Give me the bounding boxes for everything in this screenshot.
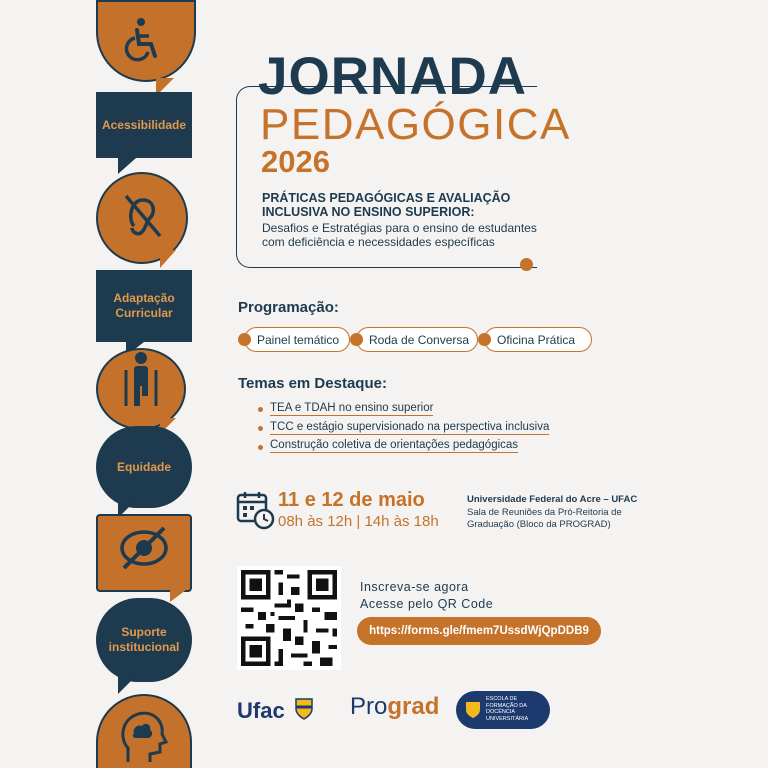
no-hearing-icon <box>118 190 168 242</box>
efdu-logo-text: ESCOLA DE FORMAÇÃO DA DOCÊNCIA UNIVERSITÁRIA <box>486 696 529 722</box>
frame-end-dot <box>520 258 533 271</box>
event-place: Sala de Reuniões da Pró-Reitoria de Graduação (Bloco da PROGRAD) <box>467 507 622 530</box>
pill-painel-tematico <box>244 327 350 352</box>
qr-code[interactable] <box>237 566 341 670</box>
label-equidade: Equidade <box>96 426 192 508</box>
pill-dot <box>238 333 251 346</box>
event-time: 08h às 12h | 14h às 18h <box>278 513 439 530</box>
school-emblem-icon <box>464 700 482 720</box>
bubble-tail <box>170 590 186 602</box>
label-adaptacao-curricular: Adaptação Curricular <box>96 270 192 342</box>
wheelchair-icon <box>121 16 167 62</box>
temas-heading: Temas em Destaque: <box>238 375 387 392</box>
title-pedagogica: PEDAGÓGICA <box>260 100 571 149</box>
bubble-tail <box>160 250 176 268</box>
box-tail <box>118 676 136 694</box>
no-vision-icon <box>118 522 170 574</box>
label-acessibilidade: Acessibilidade <box>96 92 192 158</box>
calendar-clock-icon <box>236 490 276 530</box>
ufac-logo <box>237 697 314 724</box>
registration-link[interactable]: https://forms.gle/fmem7UssdWjQpDDB9 <box>357 617 601 645</box>
topic-dot <box>258 445 263 450</box>
register-cta: Inscreva-se agora <box>360 580 469 594</box>
pill-oficina-pratica <box>484 327 592 352</box>
topic-item: TCC e estágio supervisionado na perspectiva inclusiva <box>270 421 550 433</box>
event-university: Universidade Federal do Acre – UFAC <box>467 494 638 505</box>
pill-dot <box>350 333 363 346</box>
efdu-logo <box>456 691 550 729</box>
pill-roda-de-conversa <box>356 327 478 352</box>
label-suporte-institucional: Suporte institucional <box>96 598 192 682</box>
topic-dot <box>258 407 263 412</box>
crutches-person-icon <box>118 350 164 408</box>
programacao-heading: Programação: <box>238 299 339 316</box>
prograd-logo-post: grad <box>387 693 440 720</box>
ufac-logo-text: Ufac <box>237 698 285 723</box>
subtitle: PRÁTICAS PEDAGÓGICAS E AVALIAÇÃO INCLUSIVA NO ENSINO SUPERIOR: <box>262 191 511 219</box>
prograd-logo-pre: Pro <box>350 693 388 720</box>
topic-item: Construção coletiva de orientações pedagógicas <box>270 439 519 451</box>
pill-dot <box>478 333 491 346</box>
title-year: 2026 <box>261 144 330 179</box>
pill-label: Painel temático <box>257 332 340 347</box>
topic-dot <box>258 426 263 431</box>
pill-label: Oficina Prática <box>497 332 576 347</box>
topic-item: TEA e TDAH no ensino superior <box>270 402 434 414</box>
shield-icon <box>294 697 314 721</box>
qr-instruction: Acesse pelo QR Code <box>360 597 494 611</box>
title-jornada: JORNADA <box>258 47 528 106</box>
prograd-logo <box>350 693 439 721</box>
description: Desafios e Estratégias para o ensino de estudantes com deficiência e necessidades específicas <box>262 221 537 249</box>
pill-label: Roda de Conversa <box>369 332 470 347</box>
event-date: 11 e 12 de maio <box>278 489 425 511</box>
head-mind-icon <box>116 708 168 764</box>
box-tail <box>118 158 136 174</box>
